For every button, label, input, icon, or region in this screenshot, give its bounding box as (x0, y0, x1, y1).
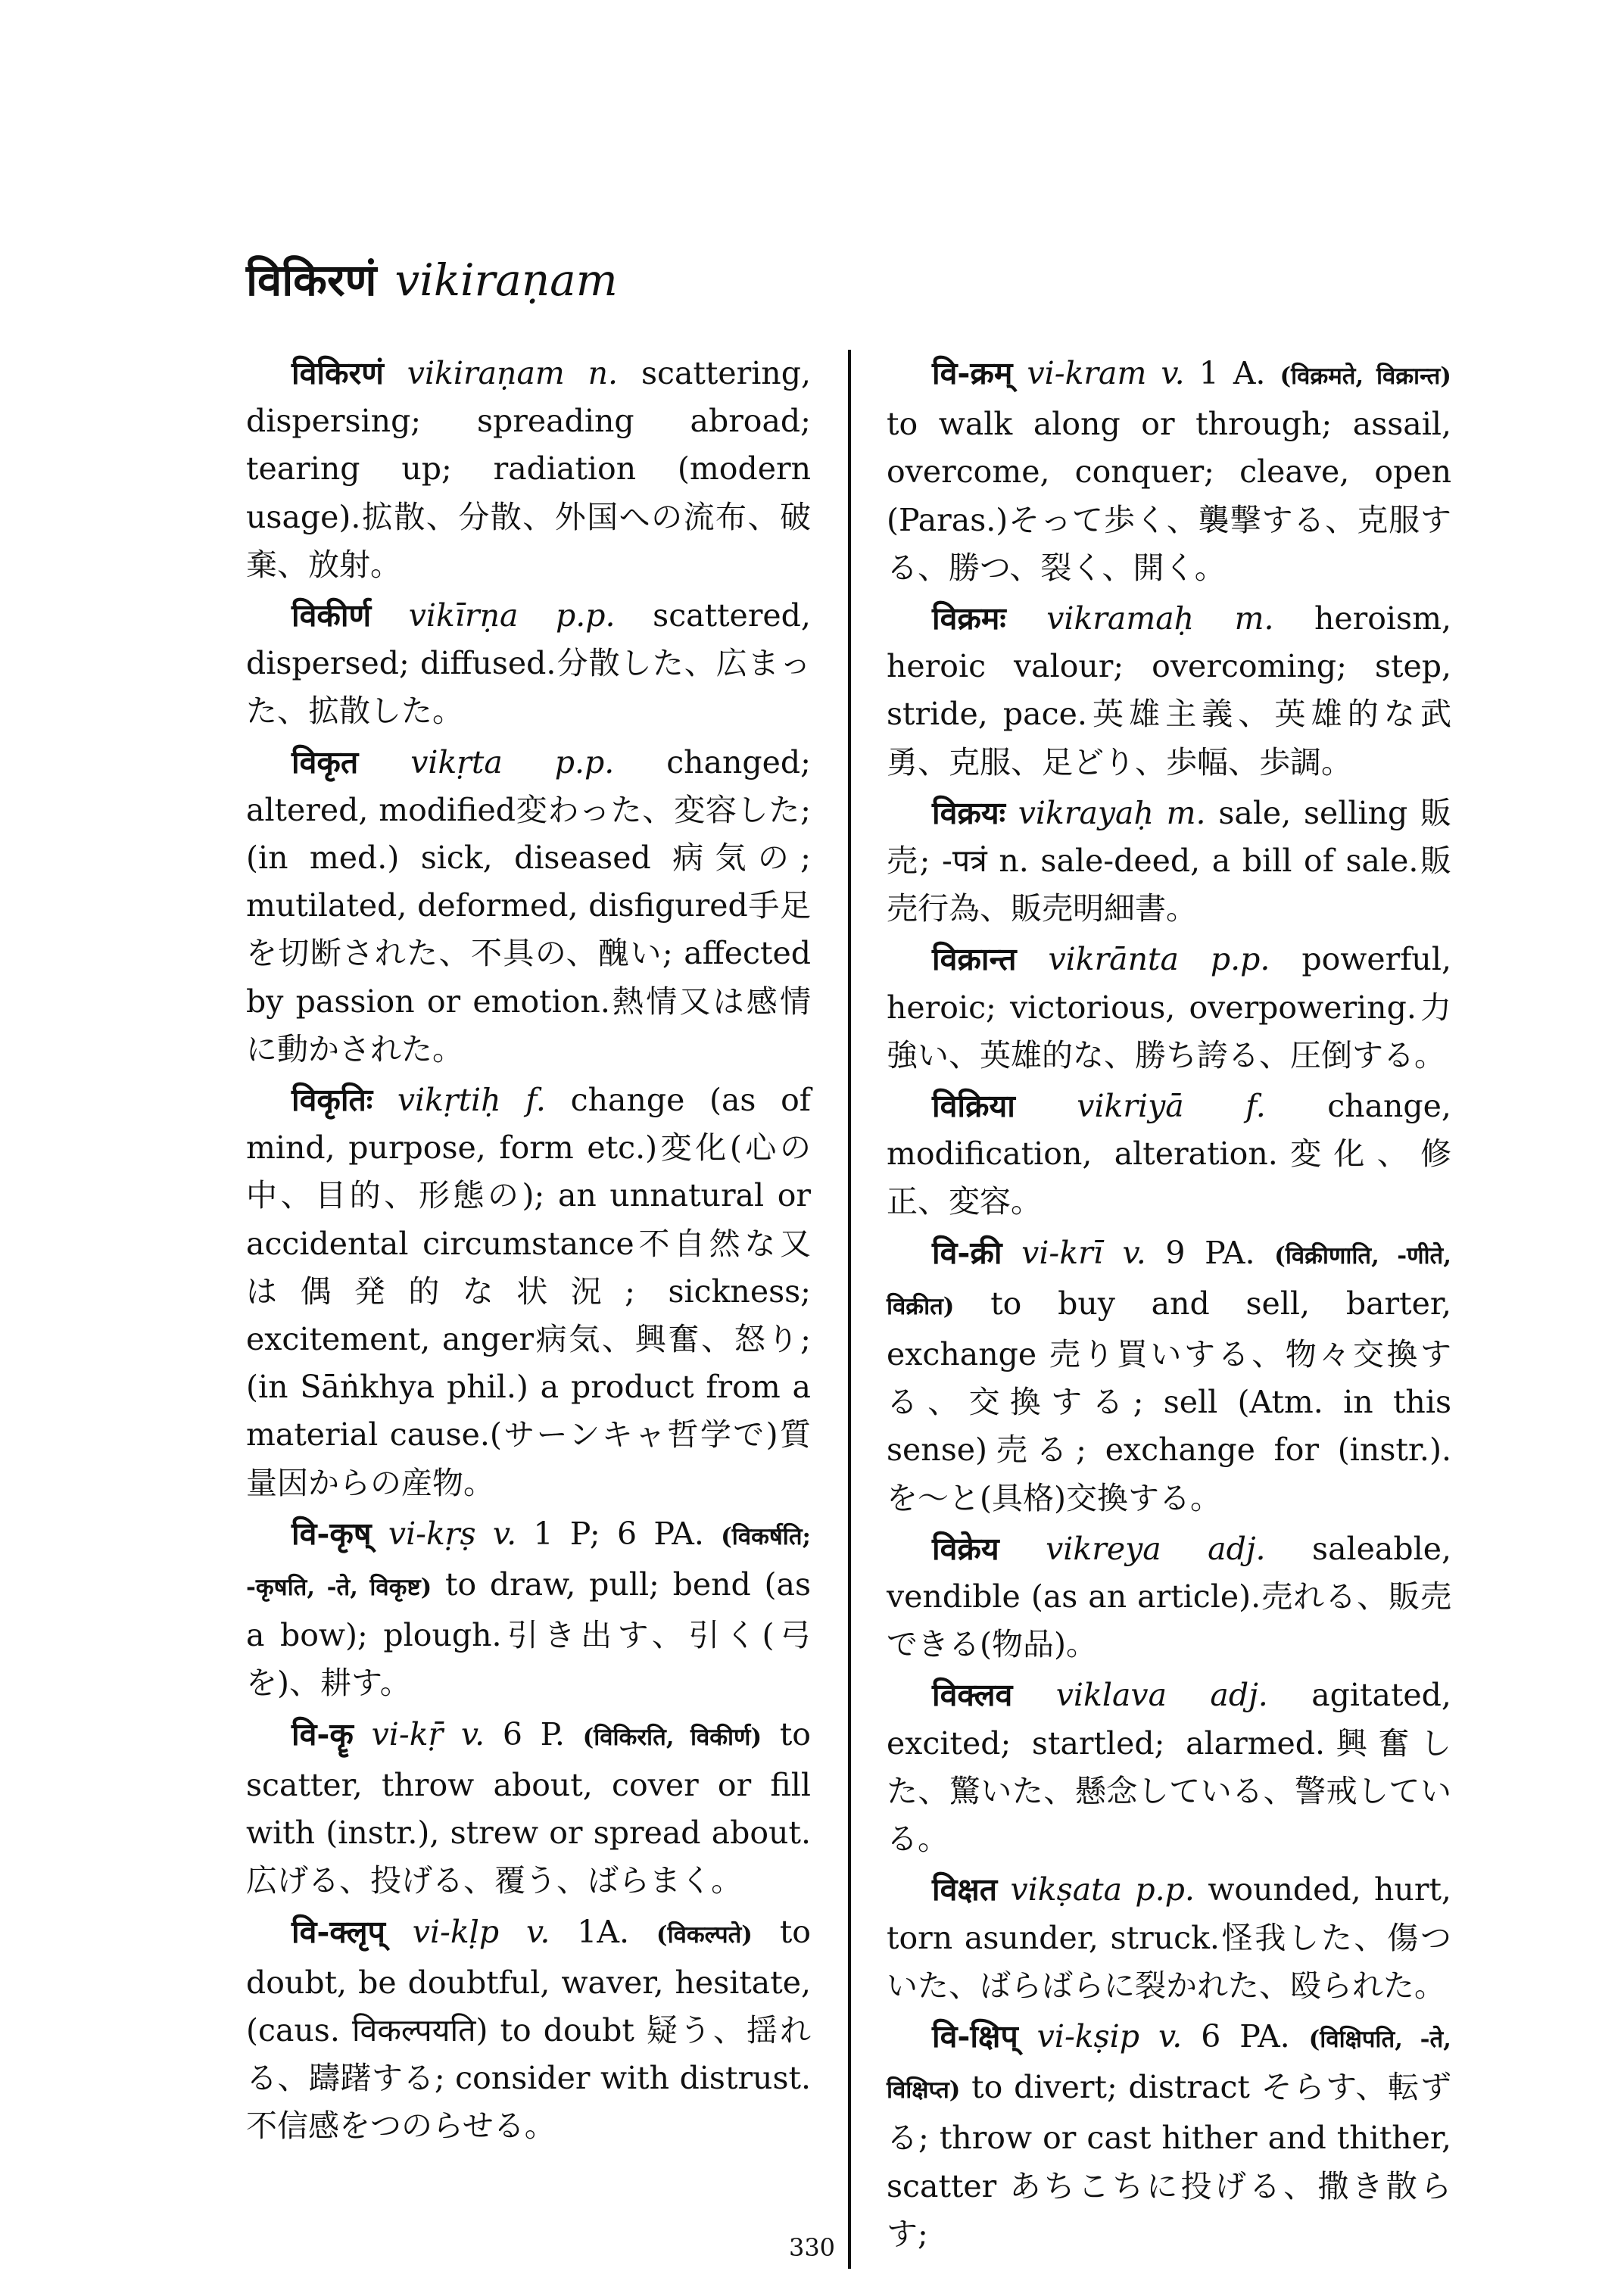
definition-text: to draw, pull; bend (as a bow); plough.引き出す、引く(弓を)、耕す。 (246, 1566, 811, 1702)
dictionary-entry (246, 1076, 811, 1507)
dictionary-entry (887, 350, 1451, 592)
transliteration: vi-kṝ (371, 1715, 444, 1752)
grammar-label: n. (588, 355, 619, 391)
grammar-label: v. (526, 1913, 550, 1950)
transliteration: vikriyā (1077, 1088, 1184, 1125)
grammar-label: p.p. (554, 743, 615, 780)
grammar-label: p.p. (556, 597, 616, 634)
transliteration: vikṣata (1010, 1871, 1123, 1908)
transliteration: vi-kṛṣ (388, 1515, 476, 1552)
dictionary-entry (887, 1866, 1451, 2010)
running-head-transliteration: vikiraṇam (394, 254, 618, 306)
conjugation-class: 1 A. (1199, 355, 1266, 391)
grammar-label: p.p. (1135, 1871, 1195, 1908)
transliteration: vikiraṇam (407, 355, 565, 391)
transliteration: vikṛtiḥ (397, 1082, 501, 1119)
transliteration: vikrānta (1048, 941, 1179, 978)
verb-forms: (विकर्षति; -कृषति, -ते, विकृष्ट) (246, 1522, 811, 1602)
definition-text: scattered, dispersed; diffused.分散した、広まった、拡散した。 (246, 597, 811, 730)
grammar-label: v. (1161, 355, 1185, 391)
definition-text: agitated, excited; startled; alarmed.興奮した、驚いた、懸念している、警戒している。 (887, 1677, 1451, 1858)
definition-text: change, modification, alteration.変化、修正、変容。 (887, 1088, 1451, 1220)
grammar-label: adj. (1210, 1677, 1268, 1714)
verb-forms: (विक्रमते, विक्रान्त) (1280, 363, 1451, 390)
verb-forms: (विक्रीणाति, -णीते, विक्रीत) (887, 1242, 1451, 1320)
headword: विक्रिया (932, 1088, 1015, 1125)
headword: विकिरणं (291, 355, 384, 391)
grammar-label: v. (460, 1715, 485, 1752)
headword: विक्रान्त (932, 941, 1017, 978)
transliteration: vikṛta (410, 743, 503, 780)
verb-forms: (विकिरति, विकीर्ण) (582, 1723, 762, 1751)
grammar-label: m. (1234, 600, 1274, 637)
definition-text: powerful, heroic; victorious, overpowering.力強い、英雄的な、勝ち誇る、圧倒する。 (887, 941, 1451, 1073)
left-column (246, 350, 811, 2154)
column-divider (848, 350, 851, 2269)
conjugation-class: 1A. (577, 1913, 630, 1950)
transliteration: vi-kram (1027, 355, 1147, 391)
dictionary-entry (887, 1671, 1451, 1863)
grammar-label: m. (1166, 794, 1206, 831)
definition-text: saleable, vendible (as an article).売れる、販売できる(物品)。 (887, 1530, 1451, 1663)
definition-text: wounded, hurt, torn asunder, struck.怪我した、傷ついた、ばらばらに裂かれた、殴られた。 (887, 1871, 1451, 2004)
verb-forms: (विक्षिपति, -ते, विक्षिप्त) (887, 2025, 1451, 2105)
dictionary-entry (246, 1711, 811, 1905)
verb-forms: (विकल्पते) (656, 1921, 753, 1949)
transliteration: vikramaḥ (1046, 600, 1195, 637)
definition-text: sale, selling 販売; -पत्रं n. sale-deed, a bill of sale.販売行為、販売明細書。 (887, 794, 1451, 927)
headword: विकीर्ण (291, 597, 372, 634)
transliteration: vikīrṇa (408, 597, 519, 634)
running-head (246, 254, 618, 307)
dictionary-entry (887, 1229, 1451, 1522)
grammar-label: p.p. (1210, 941, 1270, 978)
headword: विकृतिः (291, 1082, 373, 1119)
transliteration: vikreya (1046, 1530, 1161, 1567)
headword: वि-क्री (932, 1234, 1002, 1271)
running-head-devanagari: विकिरणं (246, 254, 377, 306)
transliteration: viklava (1055, 1677, 1167, 1714)
headword: विकृत (291, 743, 359, 780)
definition-text: changed; altered, modified変わった、変容した; (in med.) sick, diseased 病気の; mutilated, deformed, disfigured手足を切断された、不具の、醜い; affected by passion or emotion.熱情又は感情に動かされた。 (246, 743, 811, 1067)
dictionary-entry (887, 1083, 1451, 1226)
dictionary-entry (887, 1525, 1451, 1669)
dictionary-entry (887, 936, 1451, 1080)
headword: विक्लव (932, 1677, 1013, 1714)
conjugation-class: 9 PA. (1165, 1234, 1255, 1271)
definition-text: to walk along or through; assail, overcome, conquer; cleave, open (Paras.)そって歩く、襲撃する、克服する、勝つ、裂く、開く。 (887, 406, 1451, 586)
conjugation-class: 6 P. (502, 1715, 565, 1752)
conjugation-class: 1 P; 6 PA. (533, 1515, 704, 1552)
transliteration: vi-krī (1021, 1234, 1103, 1271)
headword: विक्रमः (932, 600, 1006, 637)
grammar-label: f. (1245, 1088, 1266, 1125)
grammar-label: v. (1158, 2017, 1183, 2055)
dictionary-entry (246, 1510, 811, 1708)
conjugation-class: 6 PA. (1201, 2017, 1290, 2055)
headword: वि-क्रम् (932, 355, 1013, 391)
dictionary-entry (246, 739, 811, 1073)
definition-text: to divert; distract そらす、転ずる; throw or cast hither and thither, scatter あちこちに投げる、撒き散らす; (887, 2069, 1451, 2252)
transliteration: vi-kḷp (412, 1913, 500, 1950)
definition-text: to doubt, be doubtful, waver, hesitate, (caus. विकल्पयति) to doubt 疑う、揺れる、躊躇する; consider with distrust. 不信感をつのらせる。 (246, 1913, 811, 2145)
right-column (887, 350, 1451, 2261)
dictionary-entry (887, 790, 1451, 933)
headword: वि-क्षिप् (932, 2017, 1018, 2055)
headword: विक्रेय (932, 1530, 999, 1567)
grammar-label: adj. (1208, 1530, 1266, 1567)
definition-text: change (as of mind, purpose, form etc.)変化(心の中、目的、形態の); an unnatural or accidental circumstance不自然な又は偶発的な状況; sickness; excitement, anger病気、興奮、怒り; (in Sāṅkhya phil.) a product from a material cause.(サーンキャ哲学で)質量因からの産物。 (246, 1082, 811, 1501)
headword: विक्षत (932, 1871, 998, 1908)
dictionary-entry (246, 1908, 811, 2151)
grammar-label: v. (492, 1515, 517, 1552)
dictionary-entry (246, 592, 811, 736)
definition-text: scattering, dispersing; spreading abroad; tearing up; radiation (modern usage).拡散、分散、外国への流布、破棄、放射。 (246, 355, 811, 583)
definition-text: to scatter, throw about, cover or fill with (instr.), strew or spread about.広げる、投げる、覆う、ばらまく。 (246, 1715, 811, 1899)
headword: वि-क्लृप् (291, 1913, 385, 1950)
dictionary-entry (887, 2013, 1451, 2258)
definition-text: heroism, heroic valour; overcoming; step, stride, pace.英雄主義、英雄的な武勇、克服、足どり、歩幅、歩調。 (887, 600, 1451, 780)
dictionary-entry (246, 350, 811, 589)
grammar-label: v. (1122, 1234, 1146, 1271)
headword: विक्रयः (932, 794, 1005, 831)
headword: वि-कृष् (291, 1515, 372, 1552)
grammar-label: f. (525, 1082, 546, 1119)
transliteration: vi-kṣip (1036, 2017, 1140, 2055)
dictionary-entry (887, 595, 1451, 787)
page-number: 330 (788, 2233, 836, 2262)
transliteration: vikrayaḥ (1018, 794, 1154, 831)
headword: वि-कॄ (291, 1715, 354, 1752)
definition-text: to buy and sell, barter, exchange 売り買いする、物々交換する、交換する; sell (Atm. in this sense)売る; exchange for (instr.).を〜と(具格)交換する。 (887, 1285, 1451, 1516)
